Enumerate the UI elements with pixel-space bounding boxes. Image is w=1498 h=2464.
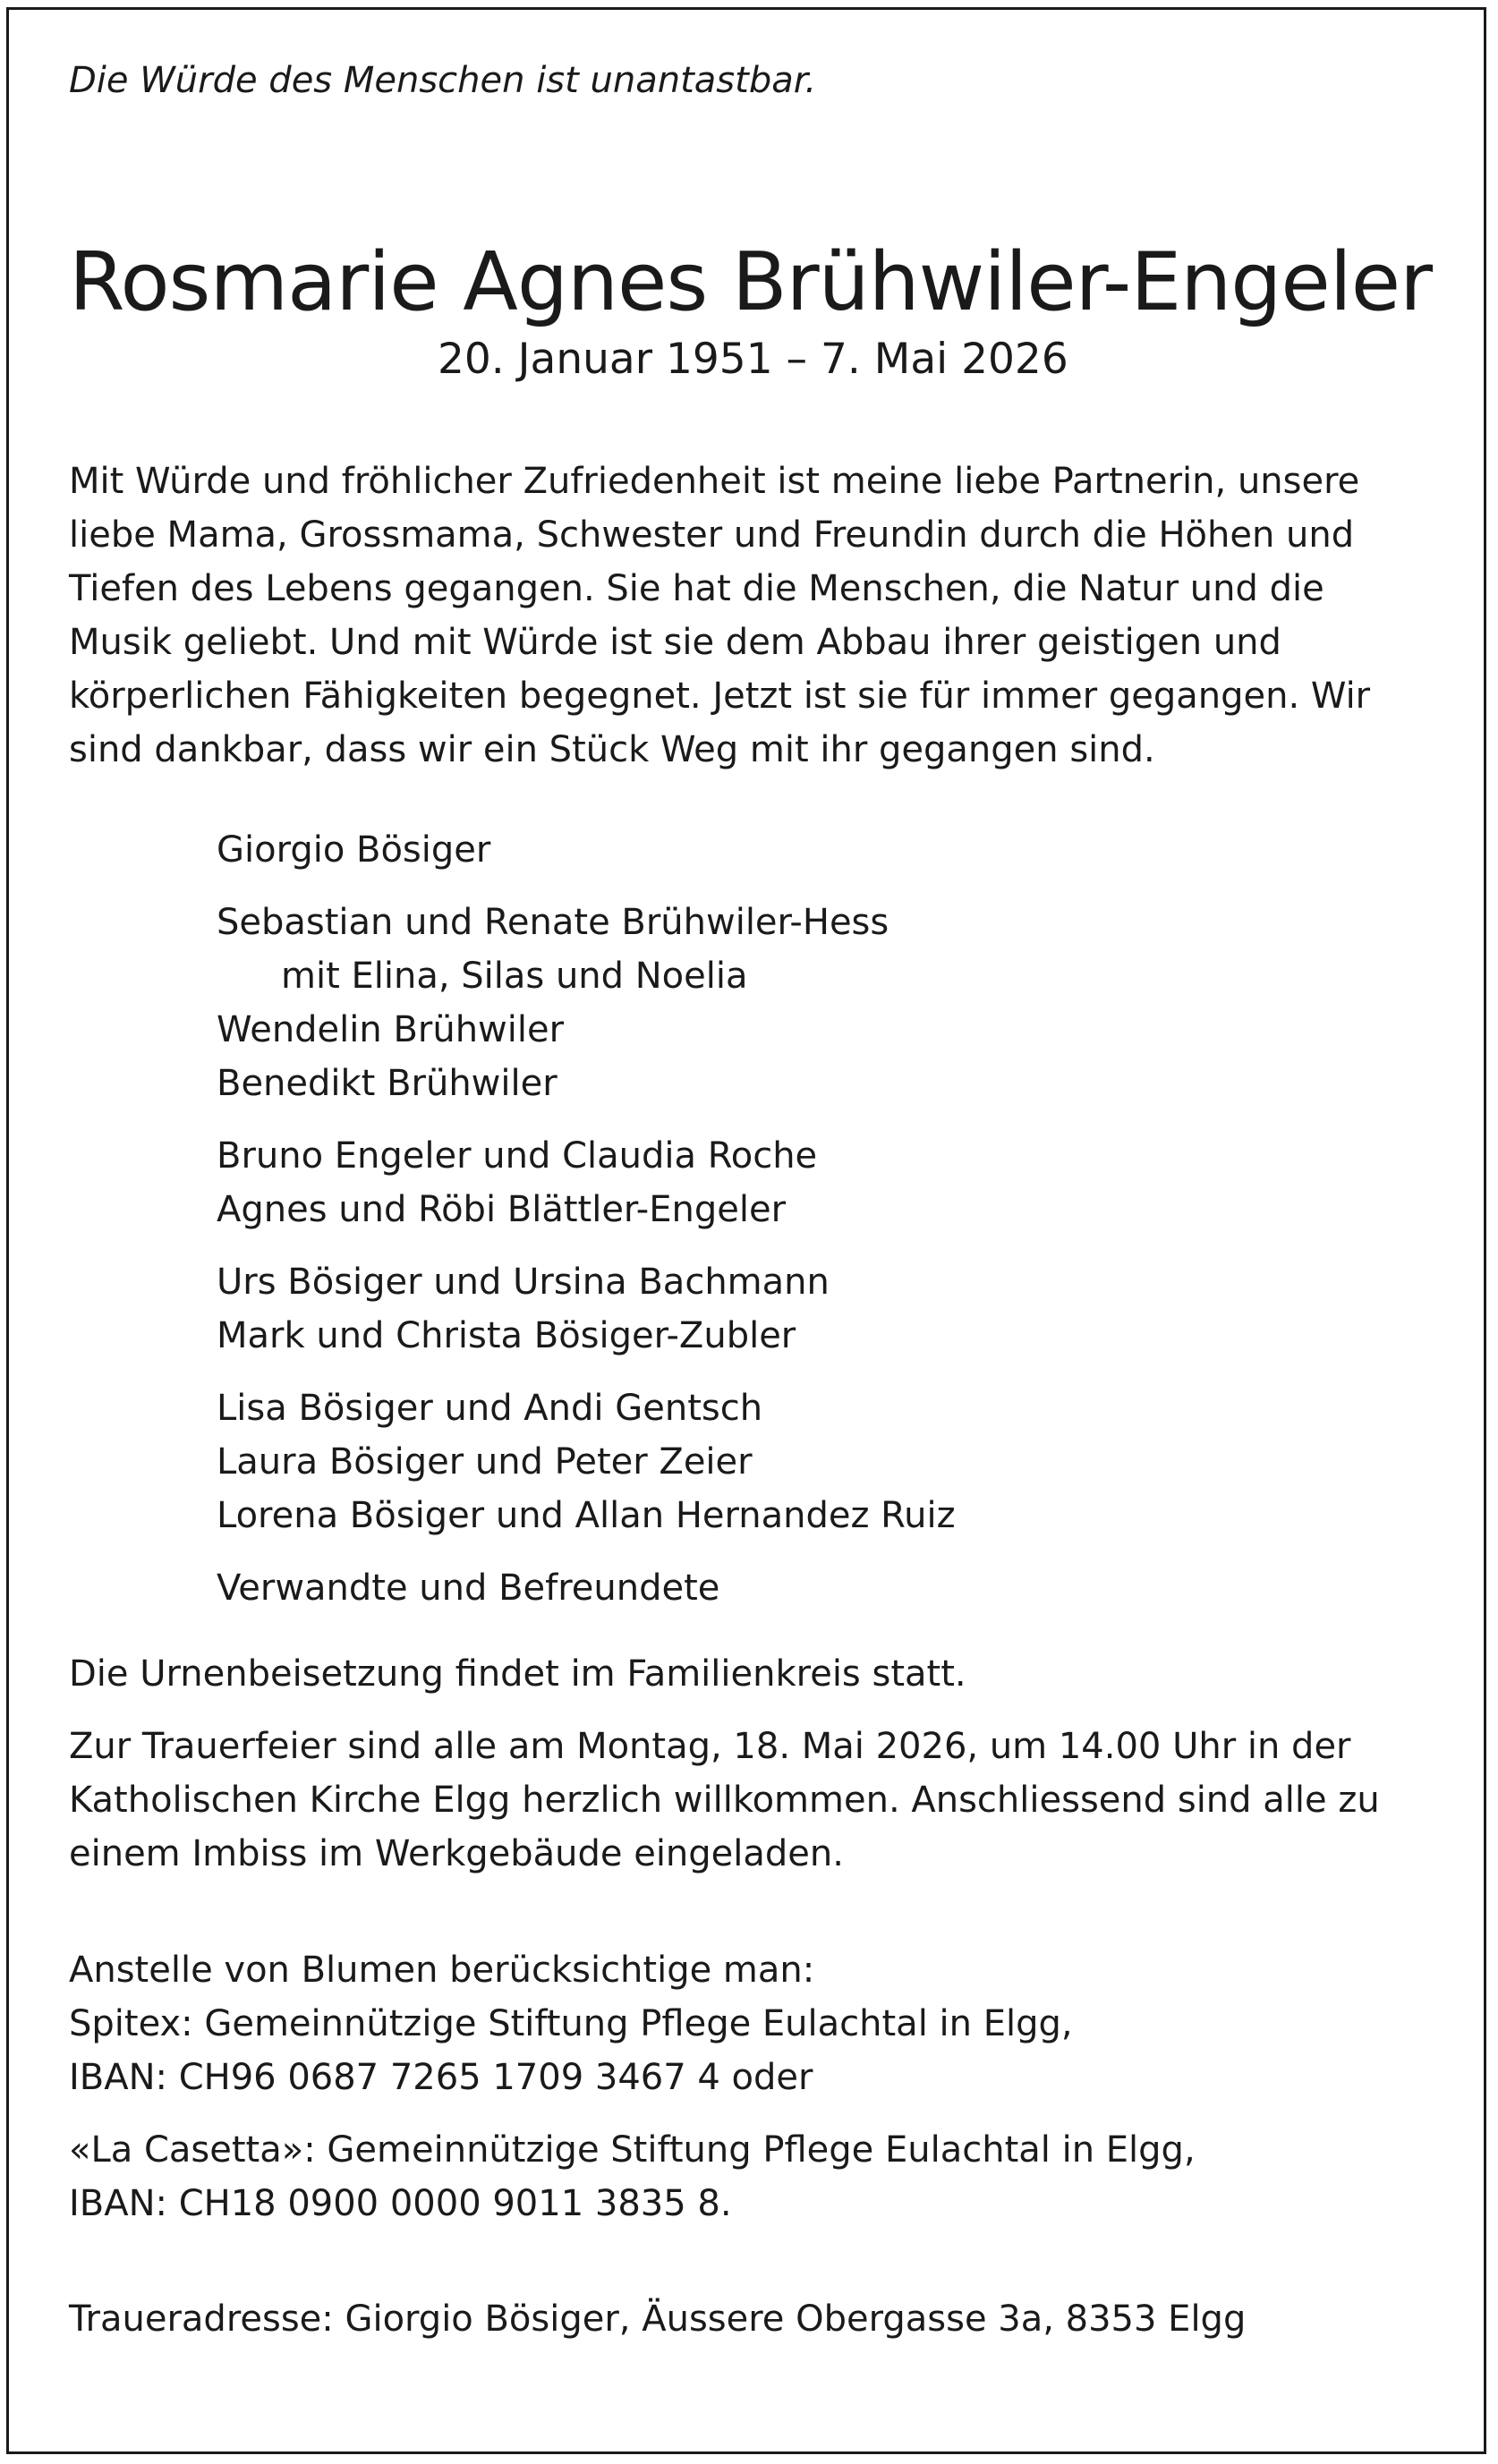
family-group (217, 1561, 1429, 1615)
deceased-name: Rosmarie Agnes Brühwiler-Engeler (69, 235, 1433, 329)
donation-intro: Anstelle von Blumen berücksichtige man: (69, 1950, 815, 1991)
motto: Die Würde des Menschen ist unantastbar. (69, 60, 817, 101)
family-member: Lisa Bösiger und Andi Gentsch (217, 1388, 763, 1429)
mourning-address: Traueradresse: Giorgio Bösiger, Äussere Obergasse 3a, 8353 Elgg (69, 2298, 1247, 2340)
family-group (217, 1255, 1429, 1363)
family-member: Bruno Engeler und Claudia Roche (217, 1135, 818, 1177)
family-member: Verwandte und Befreundete (217, 1568, 720, 1609)
family-member: Agnes und Röbi Blättler-Engeler (217, 1189, 787, 1230)
donation-info-spitex (69, 1943, 1429, 2104)
family-member: Sebastian und Renate Brühwiler-Hess (217, 902, 889, 943)
life-dates: 20. Januar 1951 – 7. Mai 2026 (438, 335, 1068, 384)
family-member: Mark und Christa Bösiger-Zubler (217, 1315, 796, 1356)
family-member: Giorgio Bösiger (217, 829, 491, 871)
family-group (217, 823, 1429, 877)
family-member: Urs Bösiger und Ursina Bachmann (217, 1262, 830, 1303)
donation-iban: IBAN: CH96 0687 7265 1709 3467 4 oder (69, 2057, 813, 2098)
funeral-service-info: Zur Trauerfeier sind alle am Montag, 18. Mai 2026, um 14.00 Uhr in der Katholischen Kirche Elgg herzlich willkommen. Anschliessend sind alle zu einem Imbiss im Werkgebäude eingeladen. (69, 1726, 1380, 1874)
intro-text: Mit Würde und fröhlicher Zufriedenheit ist meine liebe Partnerin, unsere liebe Mama, Grossmama, Schwester und Freundin durch die Höhen und Tiefen des Lebens gegangen. Sie hat die Menschen, die Natur und die Musik geliebt. Und mit Würde ist sie dem Abbau ihrer geistigen und körperlichen Fähigkeiten begegnet. Jetzt ist sie für immer gegangen. Wir sind dankbar, dass wir ein Stück Weg mit ihr gegangen sind. (69, 461, 1371, 770)
family-member: Wendelin Brühwiler (217, 1009, 565, 1050)
family-group (217, 1129, 1429, 1236)
urn-burial-note: Die Urnenbeisetzung findet im Familienkreis statt. (69, 1653, 966, 1695)
family-group (217, 896, 1429, 1110)
family-group (217, 1381, 1429, 1542)
donation-recipient: Spitex: Gemeinnützige Stiftung Pflege Eulachtal in Elgg, (69, 2003, 1073, 2044)
family-member: Lorena Bösiger und Allan Hernandez Ruiz (217, 1495, 956, 1536)
donation-iban: IBAN: CH18 0900 0000 9011 3835 8. (69, 2183, 732, 2224)
family-list (217, 823, 1429, 1615)
family-member: Benedikt Brühwiler (217, 1063, 557, 1104)
family-children: mit Elina, Silas und Noelia (281, 956, 748, 997)
obituary-notice (69, 54, 1433, 2346)
donation-info-casetta (69, 2123, 1429, 2230)
donation-recipient: «La Casetta»: Gemeinnützige Stiftung Pflege Eulachtal in Elgg, (69, 2129, 1196, 2171)
family-member: Laura Bösiger und Peter Zeier (217, 1441, 753, 1483)
